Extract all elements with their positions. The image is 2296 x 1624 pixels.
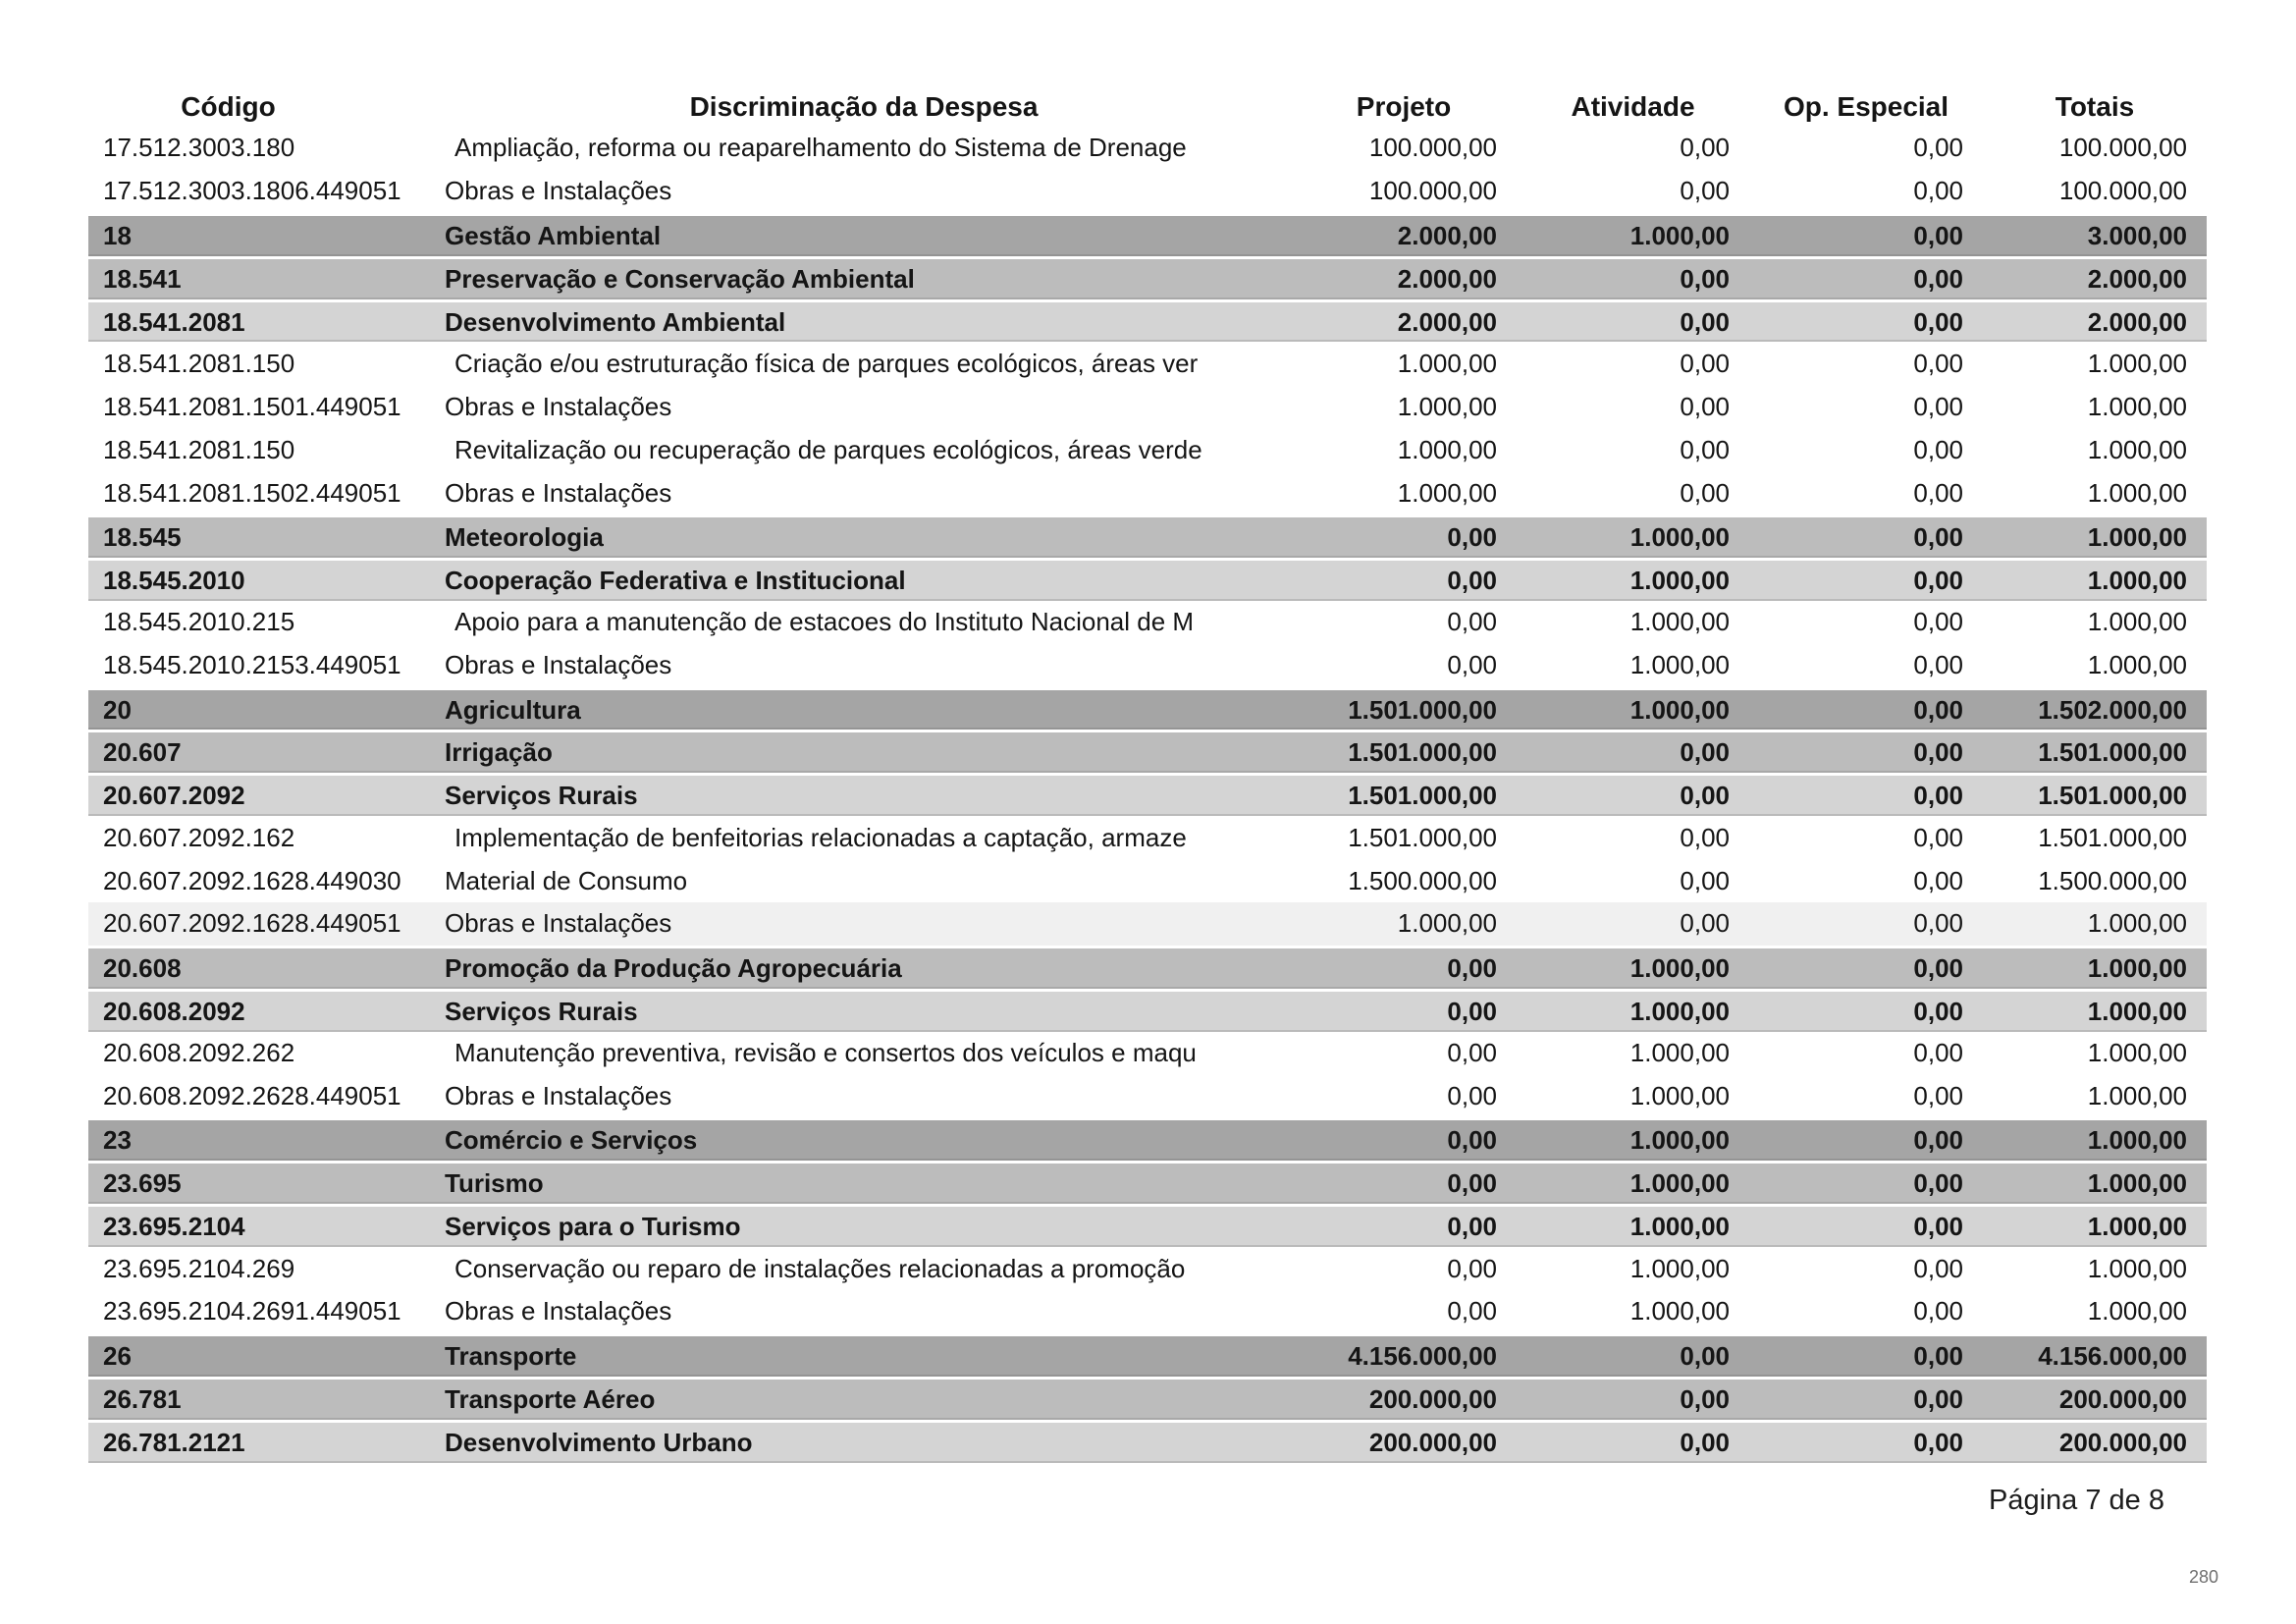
cell-atividade: 0,00 [1680, 737, 1730, 768]
cell-projeto: 4.156.000,00 [1348, 1340, 1497, 1371]
cell-atividade: 0,00 [1680, 822, 1730, 852]
cell-code: 20.607.2092 [103, 781, 245, 811]
cell-totais: 1.000,00 [2087, 908, 2187, 939]
cell-atividade: 0,00 [1680, 391, 1730, 421]
cell-totais: 2.000,00 [2087, 306, 2187, 337]
cell-atividade: 1.000,00 [1629, 650, 1730, 680]
table-row [88, 687, 2207, 731]
cell-totais: 1.000,00 [2087, 391, 2187, 421]
cell-atividade: 0,00 [1680, 865, 1730, 895]
cell-atividade: 0,00 [1680, 477, 1730, 508]
cell-atividade: 0,00 [1680, 781, 1730, 811]
cell-desc: Obras e Instalações [445, 1296, 672, 1326]
cell-projeto: 0,00 [1447, 1253, 1497, 1283]
cell-desc: Obras e Instalações [445, 176, 672, 206]
cell-atividade: 1.000,00 [1629, 1296, 1730, 1326]
cell-desc: Manutenção preventiva, revisão e consertos dos veículos e maqu [454, 1038, 1197, 1068]
table-row [88, 773, 2207, 816]
cell-desc: Preservação e Conservação Ambiental [445, 263, 915, 294]
cell-code: 26.781 [103, 1383, 182, 1414]
cell-projeto: 200.000,00 [1368, 1427, 1497, 1457]
cell-op-especial: 0,00 [1913, 650, 1963, 680]
cell-projeto: 2.000,00 [1397, 220, 1497, 250]
table-row [88, 1032, 2207, 1075]
cell-op-especial: 0,00 [1913, 607, 1963, 637]
cell-totais: 1.000,00 [2087, 477, 2187, 508]
cell-code: 17.512.3003.180 [103, 133, 295, 163]
budget-table [88, 86, 2207, 1463]
cell-atividade: 1.000,00 [1629, 521, 1730, 552]
table-row [88, 170, 2207, 213]
cell-desc: Obras e Instalações [445, 477, 672, 508]
table-row [88, 342, 2207, 385]
cell-code: 23.695.2104.269 [103, 1253, 295, 1283]
cell-atividade: 1.000,00 [1629, 1212, 1730, 1242]
table-row [88, 1420, 2207, 1463]
cell-projeto: 1.500.000,00 [1348, 865, 1497, 895]
table-row [88, 299, 2207, 343]
table-row [88, 816, 2207, 859]
cell-totais: 1.000,00 [2087, 996, 2187, 1026]
table-row [88, 859, 2207, 902]
cell-desc: Serviços para o Turismo [445, 1212, 741, 1242]
cell-desc: Cooperação Federativa e Institucional [445, 565, 906, 595]
cell-code: 20 [103, 694, 132, 725]
cell-desc: Ampliação, reforma ou reaparelhamento do Sistema de Drenage [454, 133, 1187, 163]
cell-op-especial: 0,00 [1913, 822, 1963, 852]
cell-op-especial: 0,00 [1913, 565, 1963, 595]
table-header-row [88, 86, 2207, 127]
cell-projeto: 0,00 [1447, 565, 1497, 595]
cell-atividade: 0,00 [1680, 1383, 1730, 1414]
cell-op-especial: 0,00 [1913, 1038, 1963, 1068]
cell-desc: Transporte [445, 1340, 577, 1371]
table-row [88, 127, 2207, 170]
cell-atividade: 0,00 [1680, 263, 1730, 294]
table-row [88, 558, 2207, 601]
cell-code: 18.541 [103, 263, 182, 294]
cell-projeto: 1.000,00 [1397, 908, 1497, 939]
cell-projeto: 100.000,00 [1368, 176, 1497, 206]
cell-desc: Serviços Rurais [445, 996, 638, 1026]
cell-totais: 1.000,00 [2087, 650, 2187, 680]
cell-atividade: 1.000,00 [1629, 565, 1730, 595]
cell-op-especial: 0,00 [1913, 306, 1963, 337]
cell-atividade: 0,00 [1680, 176, 1730, 206]
cell-atividade: 1.000,00 [1629, 607, 1730, 637]
cell-desc: Desenvolvimento Urbano [445, 1427, 753, 1457]
corner-page-number: 280 [2188, 1567, 2218, 1587]
cell-code: 20.607.2092.1628.449051 [103, 908, 401, 939]
cell-totais: 1.000,00 [2087, 434, 2187, 464]
cell-totais: 1.000,00 [2087, 1081, 2187, 1111]
cell-projeto: 0,00 [1447, 607, 1497, 637]
cell-code: 20.608 [103, 952, 182, 983]
cell-projeto: 1.000,00 [1397, 434, 1497, 464]
cell-atividade: 0,00 [1680, 1427, 1730, 1457]
cell-projeto: 0,00 [1447, 1081, 1497, 1111]
cell-atividade: 1.000,00 [1629, 1253, 1730, 1283]
table-row [88, 1377, 2207, 1420]
table-body [88, 127, 2207, 1463]
cell-op-especial: 0,00 [1913, 133, 1963, 163]
cell-projeto: 1.501.000,00 [1348, 822, 1497, 852]
table-row [88, 644, 2207, 687]
cell-op-especial: 0,00 [1913, 1125, 1963, 1156]
cell-projeto: 0,00 [1447, 952, 1497, 983]
table-row [88, 514, 2207, 558]
cell-desc: Apoio para a manutenção de estacoes do Instituto Nacional de M [454, 607, 1195, 637]
cell-desc: Implementação de benfeitorias relacionadas a captação, armaze [454, 822, 1187, 852]
cell-projeto: 0,00 [1447, 996, 1497, 1026]
cell-projeto: 1.501.000,00 [1348, 737, 1497, 768]
cell-op-especial: 0,00 [1913, 952, 1963, 983]
cell-atividade: 1.000,00 [1629, 694, 1730, 725]
cell-desc: Obras e Instalações [445, 1081, 672, 1111]
cell-code: 26 [103, 1340, 132, 1371]
column-header-discriminacao: Discriminação da Despesa [689, 90, 1039, 122]
cell-op-especial: 0,00 [1913, 220, 1963, 250]
cell-desc: Serviços Rurais [445, 781, 638, 811]
cell-desc: Criação e/ou estruturação física de parques ecológicos, áreas ver [454, 348, 1199, 378]
cell-totais: 1.000,00 [2087, 348, 2187, 378]
cell-projeto: 1.000,00 [1397, 348, 1497, 378]
cell-atividade: 0,00 [1680, 348, 1730, 378]
cell-atividade: 1.000,00 [1629, 1038, 1730, 1068]
cell-code: 20.607 [103, 737, 182, 768]
cell-desc: Meteorologia [445, 521, 604, 552]
cell-totais: 1.000,00 [2087, 607, 2187, 637]
cell-code: 17.512.3003.1806.449051 [103, 176, 401, 206]
cell-totais: 1.501.000,00 [2038, 781, 2187, 811]
cell-totais: 1.000,00 [2087, 952, 2187, 983]
cell-atividade: 0,00 [1680, 1340, 1730, 1371]
cell-desc: Turismo [445, 1168, 544, 1199]
cell-projeto: 0,00 [1447, 521, 1497, 552]
cell-projeto: 2.000,00 [1397, 263, 1497, 294]
cell-totais: 3.000,00 [2087, 220, 2187, 250]
cell-projeto: 0,00 [1447, 1125, 1497, 1156]
column-header-op-especial: Op. Especial [1783, 90, 1949, 122]
cell-desc: Desenvolvimento Ambiental [445, 306, 786, 337]
cell-totais: 1.000,00 [2087, 1125, 2187, 1156]
cell-code: 20.607.2092.1628.449030 [103, 865, 401, 895]
cell-op-especial: 0,00 [1913, 1383, 1963, 1414]
cell-atividade: 0,00 [1680, 133, 1730, 163]
cell-code: 18 [103, 220, 132, 250]
cell-code: 18.545.2010 [103, 565, 245, 595]
cell-op-especial: 0,00 [1913, 1296, 1963, 1326]
table-row [88, 256, 2207, 299]
cell-totais: 1.501.000,00 [2038, 822, 2187, 852]
column-header-projeto: Projeto [1356, 90, 1452, 122]
cell-totais: 1.000,00 [2087, 1168, 2187, 1199]
cell-projeto: 1.501.000,00 [1348, 781, 1497, 811]
cell-code: 23.695 [103, 1168, 182, 1199]
table-row [88, 601, 2207, 644]
cell-totais: 1.000,00 [2087, 1296, 2187, 1326]
table-row [88, 213, 2207, 256]
page-number-label: Página 7 de 8 [1989, 1485, 2164, 1516]
cell-atividade: 0,00 [1680, 306, 1730, 337]
table-row [88, 902, 2207, 946]
cell-code: 18.545.2010.215 [103, 607, 295, 637]
cell-projeto: 0,00 [1447, 650, 1497, 680]
table-row [88, 1333, 2207, 1377]
table-row [88, 385, 2207, 428]
cell-code: 18.541.2081.150 [103, 348, 295, 378]
cell-totais: 100.000,00 [2058, 176, 2187, 206]
cell-desc: Obras e Instalações [445, 650, 672, 680]
cell-totais: 1.000,00 [2087, 565, 2187, 595]
cell-op-especial: 0,00 [1913, 908, 1963, 939]
cell-op-especial: 0,00 [1913, 263, 1963, 294]
cell-totais: 1.000,00 [2087, 1253, 2187, 1283]
cell-op-especial: 0,00 [1913, 737, 1963, 768]
cell-code: 20.608.2092.262 [103, 1038, 295, 1068]
cell-desc: Promoção da Produção Agropecuária [445, 952, 902, 983]
cell-op-especial: 0,00 [1913, 391, 1963, 421]
cell-op-especial: 0,00 [1913, 996, 1963, 1026]
cell-atividade: 1.000,00 [1629, 1168, 1730, 1199]
cell-op-especial: 0,00 [1913, 434, 1963, 464]
cell-projeto: 1.000,00 [1397, 391, 1497, 421]
cell-code: 18.541.2081.1501.449051 [103, 391, 401, 421]
column-header-codigo: Código [181, 90, 276, 122]
cell-totais: 4.156.000,00 [2038, 1340, 2187, 1371]
column-header-totais: Totais [2055, 90, 2135, 122]
table-row [88, 1204, 2207, 1247]
cell-desc: Obras e Instalações [445, 391, 672, 421]
cell-code: 18.545 [103, 521, 182, 552]
table-row [88, 1117, 2207, 1161]
cell-desc: Gestão Ambiental [445, 220, 662, 250]
cell-op-especial: 0,00 [1913, 1081, 1963, 1111]
cell-desc: Obras e Instalações [445, 908, 672, 939]
cell-code: 18.541.2081.150 [103, 434, 295, 464]
cell-desc: Comércio e Serviços [445, 1125, 698, 1156]
cell-code: 20.608.2092.2628.449051 [103, 1081, 401, 1111]
cell-totais: 1.000,00 [2087, 521, 2187, 552]
cell-op-especial: 0,00 [1913, 694, 1963, 725]
cell-projeto: 2.000,00 [1397, 306, 1497, 337]
cell-totais: 1.500.000,00 [2038, 865, 2187, 895]
cell-op-especial: 0,00 [1913, 1427, 1963, 1457]
cell-totais: 200.000,00 [2058, 1427, 2187, 1457]
cell-code: 26.781.2121 [103, 1427, 245, 1457]
cell-op-especial: 0,00 [1913, 865, 1963, 895]
cell-totais: 100.000,00 [2058, 133, 2187, 163]
cell-desc: Material de Consumo [445, 865, 688, 895]
cell-projeto: 1.501.000,00 [1348, 694, 1497, 725]
cell-atividade: 1.000,00 [1629, 220, 1730, 250]
cell-projeto: 0,00 [1447, 1296, 1497, 1326]
cell-code: 18.541.2081 [103, 306, 245, 337]
cell-atividade: 1.000,00 [1629, 952, 1730, 983]
cell-desc: Transporte Aéreo [445, 1383, 656, 1414]
cell-atividade: 1.000,00 [1629, 1125, 1730, 1156]
cell-op-especial: 0,00 [1913, 521, 1963, 552]
cell-code: 23.695.2104 [103, 1212, 245, 1242]
cell-code: 18.541.2081.1502.449051 [103, 477, 401, 508]
table-row [88, 1161, 2207, 1204]
cell-atividade: 0,00 [1680, 908, 1730, 939]
cell-totais: 2.000,00 [2087, 263, 2187, 294]
cell-totais: 200.000,00 [2058, 1383, 2187, 1414]
cell-atividade: 1.000,00 [1629, 1081, 1730, 1111]
table-row [88, 1075, 2207, 1118]
table-row [88, 1247, 2207, 1290]
cell-projeto: 0,00 [1447, 1212, 1497, 1242]
cell-desc: Irrigação [445, 737, 553, 768]
cell-projeto: 100.000,00 [1368, 133, 1497, 163]
cell-projeto: 0,00 [1447, 1038, 1497, 1068]
cell-op-especial: 0,00 [1913, 1340, 1963, 1371]
column-header-atividade: Atividade [1571, 90, 1695, 122]
cell-code: 23 [103, 1125, 132, 1156]
table-row [88, 946, 2207, 989]
cell-totais: 1.501.000,00 [2038, 737, 2187, 768]
cell-projeto: 1.000,00 [1397, 477, 1497, 508]
cell-totais: 1.000,00 [2087, 1212, 2187, 1242]
cell-op-especial: 0,00 [1913, 348, 1963, 378]
table-row [88, 428, 2207, 471]
cell-op-especial: 0,00 [1913, 1253, 1963, 1283]
cell-totais: 1.000,00 [2087, 1038, 2187, 1068]
cell-code: 18.545.2010.2153.449051 [103, 650, 401, 680]
cell-code: 20.607.2092.162 [103, 822, 295, 852]
cell-op-especial: 0,00 [1913, 781, 1963, 811]
cell-desc: Agricultura [445, 694, 581, 725]
cell-op-especial: 0,00 [1913, 176, 1963, 206]
cell-op-especial: 0,00 [1913, 1212, 1963, 1242]
cell-atividade: 0,00 [1680, 434, 1730, 464]
cell-code: 20.608.2092 [103, 996, 245, 1026]
cell-code: 23.695.2104.2691.449051 [103, 1296, 401, 1326]
table-row [88, 1290, 2207, 1333]
table-row [88, 471, 2207, 514]
cell-op-especial: 0,00 [1913, 477, 1963, 508]
cell-atividade: 1.000,00 [1629, 996, 1730, 1026]
table-row [88, 730, 2207, 773]
cell-desc: Revitalização ou recuperação de parques ecológicos, áreas verde [454, 434, 1202, 464]
cell-op-especial: 0,00 [1913, 1168, 1963, 1199]
cell-desc: Conservação ou reparo de instalações relacionadas a promoção [454, 1253, 1186, 1283]
cell-projeto: 200.000,00 [1368, 1383, 1497, 1414]
table-row [88, 989, 2207, 1032]
cell-projeto: 0,00 [1447, 1168, 1497, 1199]
cell-totais: 1.502.000,00 [2038, 694, 2187, 725]
